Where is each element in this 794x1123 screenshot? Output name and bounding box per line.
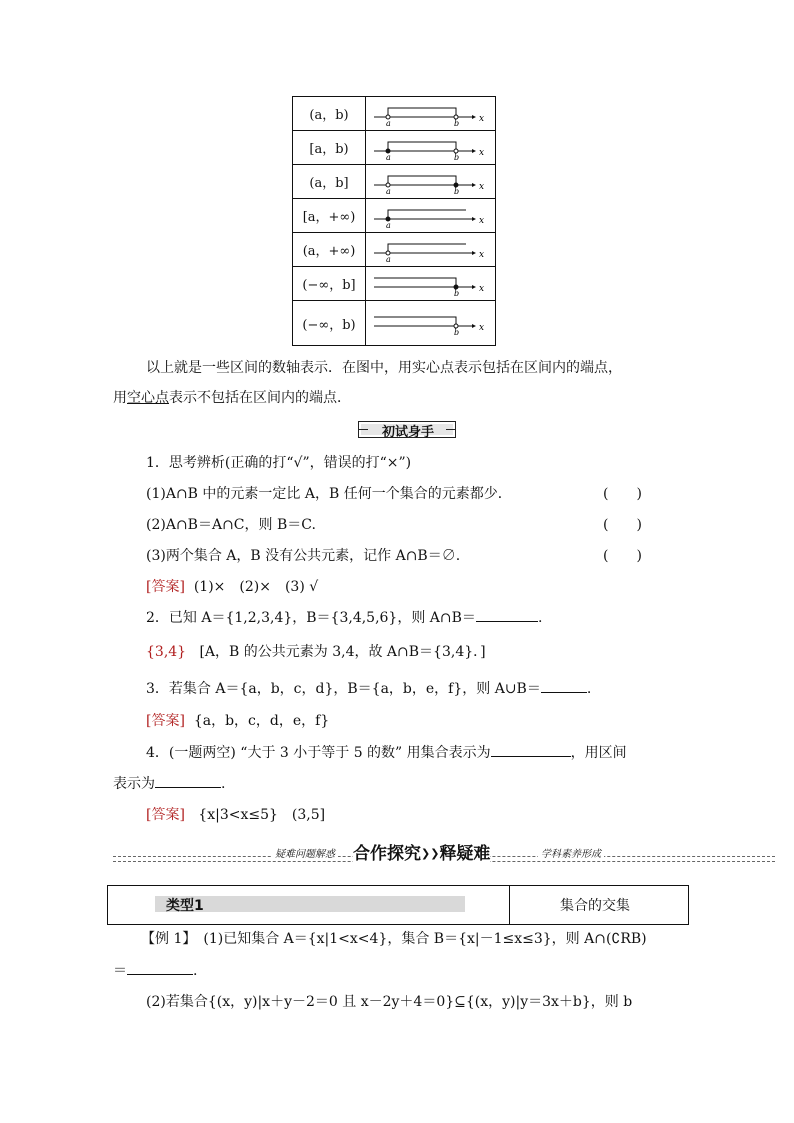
hollow-point-term: 空心点 <box>127 390 169 406</box>
interval-notation: (−∞，b] <box>293 267 366 301</box>
answer-tag: [答案] <box>146 713 185 729</box>
endpoint-label: a <box>386 119 391 128</box>
number-line-figure <box>366 165 494 198</box>
section-left-caption: 疑难问题解惑 <box>272 845 338 860</box>
number-line-figure <box>366 301 494 345</box>
example1-part-2: (2)若集合{(x，y)|x＋y－2＝0 且 x－2y＋4＝0}⊆{(x，y)|y＝3x＋b}，则 b <box>146 994 633 1010</box>
example1-line-2 <box>113 960 197 980</box>
endpoint-label: b <box>454 289 460 298</box>
q2-explanation: [A，B 的公共元素为 3,4，故 A∩B＝{3,4}．] <box>199 644 486 660</box>
endpoint-label: a <box>386 187 391 196</box>
interval-bracket <box>374 278 456 287</box>
number-line-cell <box>366 97 496 131</box>
paragraph-line-2 <box>113 387 351 407</box>
axis-variable: x <box>479 323 485 333</box>
q4-text-mid: ，用区间 <box>570 745 627 761</box>
q4-blank-2 <box>155 773 221 788</box>
axis-variable: x <box>479 216 485 226</box>
interval-notation: [a，+∞) <box>293 199 366 233</box>
axis-arrow-icon <box>472 285 476 289</box>
q4-answer <box>146 804 325 824</box>
interval-notation: (a，b) <box>293 97 366 131</box>
number-line-figure <box>366 267 494 300</box>
q4-text-end: . <box>221 776 226 792</box>
q1-answer-text: (1)× (2)× (3) √ <box>193 579 319 595</box>
q1-bracket-2: ( ) <box>603 517 642 533</box>
q2-text: 2．已知 A＝{1,2,3,4}，B＝{3,4,5,6}，则 A∩B＝ <box>146 610 476 626</box>
interval-row <box>293 301 496 346</box>
q3-question <box>146 678 591 698</box>
endpoint-label: b <box>454 187 460 196</box>
banner-label: 初试身手 <box>382 425 435 440</box>
q1-title: 1．思考辨析(正确的打“√”，错误的打“×”) <box>146 455 412 471</box>
axis-arrow-icon <box>472 149 476 153</box>
interval-table <box>292 96 496 346</box>
answer-tag: [答案] <box>146 807 185 823</box>
answer-tag: [答案] <box>146 579 185 595</box>
endpoint-label: b <box>454 119 460 128</box>
interval-notation: (a，b] <box>293 165 366 199</box>
number-line-cell <box>366 233 496 267</box>
q1-item-1: (1)A∩B 中的元素一定比 A，B 任何一个集合的元素都少． <box>146 486 512 502</box>
q3-blank <box>541 678 587 693</box>
try-it-banner <box>358 421 456 438</box>
q3-text-end: . <box>586 681 592 697</box>
ex1-blank <box>127 960 193 975</box>
number-line-cell <box>366 301 496 346</box>
endpoint-label: b <box>454 153 460 162</box>
interval-bracket <box>388 176 456 185</box>
axis-variable: x <box>479 250 485 260</box>
q2-answer-value: {3,4} <box>146 644 187 660</box>
interval-bracket <box>388 142 456 151</box>
endpoint-label: b <box>454 328 460 337</box>
section-right-caption: 学科素养形成 <box>538 845 604 860</box>
ex1-eq: ＝ <box>113 963 127 979</box>
q3-answer <box>146 710 329 730</box>
paragraph-line-1: 以上就是一些区间的数轴表示．在图中，用实心点表示包括在区间内的端点， <box>146 360 622 376</box>
number-line-figure <box>366 97 494 130</box>
number-line-figure <box>366 199 494 232</box>
q3-answer-text: {a，b，c，d，e，f} <box>193 713 330 729</box>
q1-item-2: (2)A∩B＝A∩C，则 B＝C. <box>146 517 316 533</box>
number-line-cell <box>366 165 496 199</box>
q2-text-end: . <box>537 610 543 626</box>
axis-arrow-icon <box>472 251 476 255</box>
interval-notation: (a，+∞) <box>293 233 366 267</box>
section-title-a: 合作探究 <box>353 844 421 864</box>
interval-row <box>293 97 496 131</box>
q4-answer-text: {x|3<x≤5} (3,5] <box>198 807 326 823</box>
interval-row <box>293 233 496 267</box>
axis-variable: x <box>479 284 485 294</box>
axis-arrow-icon <box>472 115 476 119</box>
type-box <box>107 885 689 925</box>
interval-row <box>293 165 496 199</box>
number-line-figure <box>366 233 494 266</box>
q4-question-line-1 <box>146 742 627 762</box>
q2-blank <box>476 607 538 622</box>
interval-bracket <box>374 317 456 326</box>
interval-row <box>293 267 496 301</box>
axis-variable: x <box>479 148 485 158</box>
q3-text: 3．若集合 A＝{a，b，c，d}，B＝{a，b，e，f}，则 A∪B＝ <box>146 681 541 697</box>
interval-notation: (−∞，b) <box>293 301 366 346</box>
q2-question <box>146 607 542 627</box>
type-box-divider <box>509 886 510 924</box>
q1-item-3: (3)两个集合 A，B 没有公共元素，记作 A∩B＝∅. <box>146 548 461 564</box>
q1-answer <box>146 576 318 596</box>
double-arrow-icon: ❯❯ <box>421 847 440 860</box>
type-title: 集合的交集 <box>560 898 630 914</box>
axis-arrow-icon <box>472 183 476 187</box>
axis-arrow-icon <box>472 324 476 328</box>
ex1-end: . <box>193 963 198 979</box>
endpoint-label: a <box>386 153 391 162</box>
interval-notation: [a，b) <box>293 131 366 165</box>
example1-line-1: 【例 1】 (1)已知集合 A＝{x|1<x<4}，集合 B＝{x|－1≤x≤3}，则 A∩(∁RB) <box>141 931 647 947</box>
number-line-cell <box>366 199 496 233</box>
axis-arrow-icon <box>472 217 476 221</box>
section-title <box>353 839 490 864</box>
interval-row <box>293 131 496 165</box>
q4-text: 4．(一题两空) “大于 3 小于等于 5 的数” 用集合表示为 <box>146 745 491 761</box>
q4-text-2: 表示为 <box>113 776 155 792</box>
number-line-figure <box>366 131 494 164</box>
type-label: 类型1 <box>166 898 204 914</box>
para-text: 表示不包括在区间内的端点． <box>169 390 351 406</box>
axis-variable: x <box>479 114 485 124</box>
interval-bracket <box>388 244 466 253</box>
endpoint-label: a <box>386 221 391 230</box>
interval-row <box>293 199 496 233</box>
interval-bracket <box>388 210 466 219</box>
q4-blank-1 <box>491 742 571 757</box>
number-line-cell <box>366 267 496 301</box>
endpoint-label: a <box>386 255 391 264</box>
q4-question-line-2 <box>113 773 225 793</box>
section-title-b: 释疑难 <box>439 844 491 864</box>
interval-bracket <box>388 108 456 117</box>
q1-bracket-1: ( ) <box>603 486 642 502</box>
q1-bracket-3: ( ) <box>603 548 642 564</box>
number-line-cell <box>366 131 496 165</box>
axis-variable: x <box>479 182 485 192</box>
q2-answer <box>146 641 486 661</box>
para-text: 用 <box>113 390 127 406</box>
